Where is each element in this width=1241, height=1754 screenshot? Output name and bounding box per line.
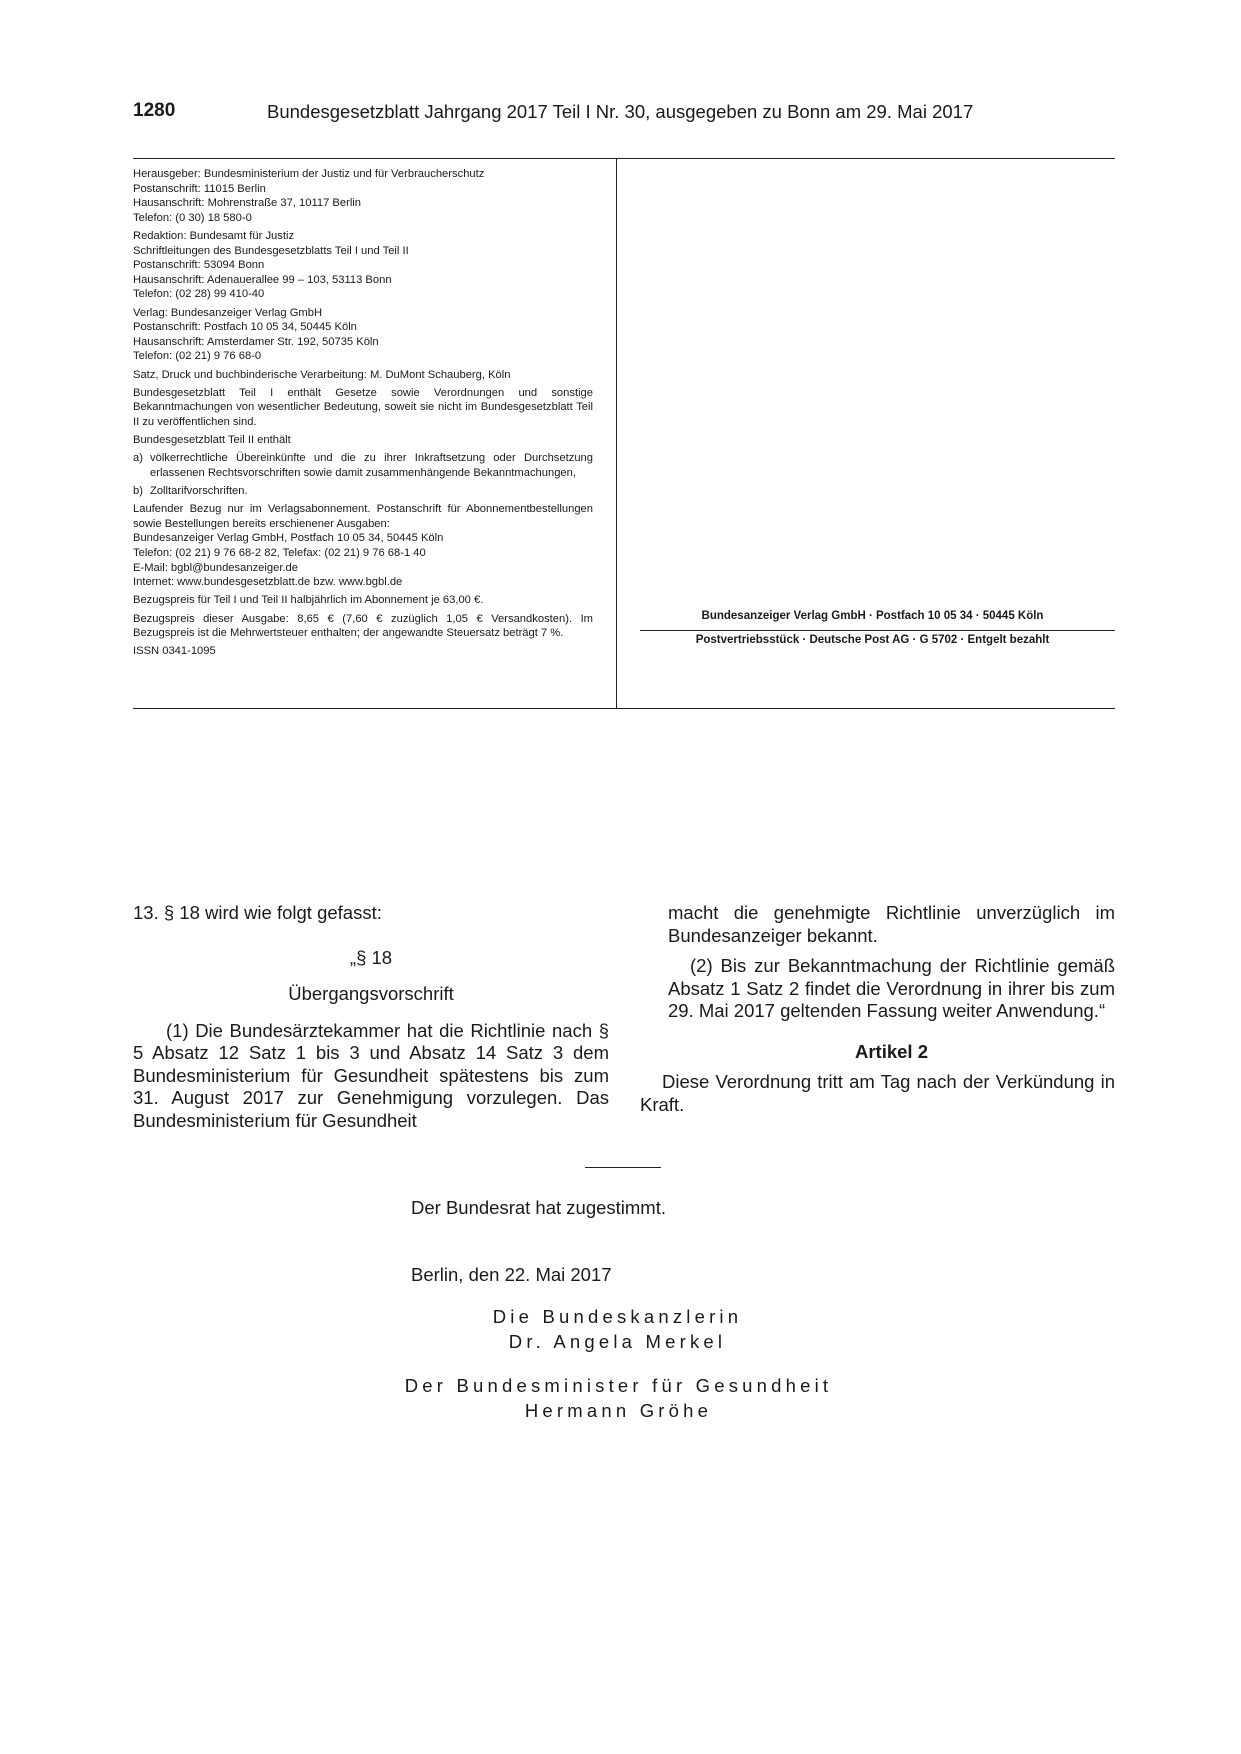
impressum-line: Hausanschrift: Adenauerallee 99 – 103, 53113 Bonn: [133, 273, 392, 286]
impressum-teil1: Bundesgesetzblatt Teil I enthält Gesetze sowie Verordnungen und sonstige Bekanntmachungen von wesentlicher Bedeutung, soweit sie nicht im Bundesgesetzblatt Teil II zu veröffentlichen sind.: [133, 386, 593, 428]
paragraph-2: (2) Bis zur Bekanntmachung der Richtlinie gemäß Absatz 1 Satz 2 findet die Verordnung in ihrer bis zum 29. Mai 2017 geltenden Fassung weiter Anwendung.“: [668, 955, 1115, 1021]
signatory-role: Die Bundeskanzlerin: [492, 1306, 743, 1327]
impressum-line: Telefon: (02 28) 99 410-40: [133, 288, 265, 301]
place-date: Berlin, den 22. Mai 2017: [411, 1264, 612, 1285]
paragraph-number: „§ 18: [349, 946, 393, 968]
page-number: 1280: [133, 100, 176, 121]
paragraph-title: Übergangsvorschrift: [288, 983, 454, 1004]
impressum-line: Laufender Bezug nur im Verlagsabonnement. Postanschrift für Abonnementbestellungen sowie Bestellungen bereits erschienener Ausgaben:: [133, 503, 593, 530]
paragraph-1: (1) Die Bundesärztekammer hat die Richtlinie nach § 5 Absatz 12 Satz 1 bis 3 und Absatz 14 Satz 3 dem Bundesministerium für Gesundheit spätestens bis zum 31. August 2017 zur Genehmigung vorzulegen. Das Bundesministerium für Gesundheit: [133, 1019, 609, 1131]
impressum-line: Herausgeber: Bundesministerium der Justiz und für Verbraucherschutz: [133, 168, 485, 180]
signatory-role: Der Bundesminister für Gesundheit: [404, 1375, 833, 1396]
left-column: [133, 902, 609, 1132]
list-item-text: völkerrechtliche Übereinkünfte und die zu ihrer Inkraftsetzung oder Durchsetzung erlassenen Rechtsvorschriften sowie damit zusammenhängende Bekanntmachungen,: [150, 452, 593, 479]
impressum-line: Redaktion: Bundesamt für Justiz: [133, 229, 295, 242]
impressum-line: Hausanschrift: Mohrenstraße 37, 10117 Berlin: [133, 197, 362, 210]
signatory-name: Dr. Angela Merkel: [508, 1331, 727, 1352]
impressum-line: Postanschrift: 53094 Bonn: [133, 259, 265, 272]
impressum-bottom-rule: [133, 708, 1115, 709]
section-separator: [585, 1167, 661, 1168]
impressum-editorial: [133, 229, 593, 302]
impressum-verlag: [133, 306, 593, 364]
impressum-line: Telefon: (02 21) 9 76 68-2 82, Telefax: (02 21) 9 76 68-1 40: [133, 547, 426, 559]
article-2-heading: Artikel 2: [854, 1040, 928, 1062]
impressum-line: Postanschrift: 11015 Berlin: [133, 182, 266, 195]
impressum-top-rule: [133, 158, 1115, 159]
impressum-print: Satz, Druck und buchbinderische Verarbeitung: M. DuMont Schauberg, Köln: [133, 368, 511, 381]
bundesrat-consent: Der Bundesrat hat zugestimmt.: [411, 1197, 666, 1218]
impressum-column-divider: [616, 158, 617, 708]
impressum-teil2-item: [133, 484, 593, 499]
impressum-line: Verlag: Bundesanzeiger Verlag GmbH: [133, 306, 323, 319]
impressum-line: Bundesanzeiger Verlag GmbH, Postfach 10 05 34, 50445 Köln: [133, 532, 444, 545]
impressum-issn: ISSN 0341-1095: [133, 645, 216, 658]
list-marker: a): [133, 452, 143, 465]
impressum-publisher: [133, 167, 593, 225]
impressum-subscription: [133, 502, 593, 590]
signatory-name: Hermann Gröhe: [524, 1400, 713, 1421]
impressum-line: E-Mail: bgbl@bundesanzeiger.de: [133, 561, 298, 574]
mailing-postage: Postvertriebsstück · Deutsche Post AG · G 5702 · Entgelt bezahlt: [695, 634, 1050, 646]
running-head: Bundesgesetzblatt Jahrgang 2017 Teil I Nr. 30, ausgegeben zu Bonn am 29. Mai 2017: [267, 101, 974, 122]
impressum-block: [133, 167, 593, 663]
impressum-teil2-item: [133, 451, 593, 480]
right-column: [640, 902, 1115, 1116]
list-marker: b): [133, 485, 143, 498]
paragraph-1-continuation: macht die genehmigte Richtlinie unverzüglich im Bundesanzeiger bekannt.: [668, 902, 1115, 946]
impressum-line: Schriftleitungen des Bundesgesetzblatts Teil I und Teil II: [133, 244, 409, 257]
impressum-line: Internet: www.bundesgesetzblatt.de bzw. www.bgbl.de: [133, 576, 403, 589]
impressum-price-subscription: Bezugspreis für Teil I und Teil II halbjährlich im Abonnement je 63,00 €.: [133, 594, 484, 607]
impressum-price-issue: Bezugspreis dieser Ausgabe: 8,65 € (7,60 € zuzüglich 1,05 € Versandkosten). Im Bezugspreis ist die Mehrwertsteuer enthalten; der angewandte Steuersatz beträgt 7 %.: [133, 612, 593, 640]
mailing-sender: Bundesanzeiger Verlag GmbH · Postfach 10 05 34 · 50445 Köln: [701, 610, 1044, 622]
impressum-line: Telefon: (02 21) 9 76 68-0: [133, 350, 262, 363]
mailing-rule: [640, 630, 1115, 631]
impressum-line: Postanschrift: Postfach 10 05 34, 50445 Köln: [133, 321, 357, 334]
impressum-teil2-intro: Bundesgesetzblatt Teil II enthält: [133, 434, 291, 447]
article-2-text: Diese Verordnung tritt am Tag nach der Verkündung in Kraft.: [640, 1071, 1115, 1115]
amendment-item-13: 13. § 18 wird wie folgt gefasst:: [133, 902, 382, 923]
list-item-text: Zolltarifvorschriften.: [150, 485, 248, 498]
impressum-line: Telefon: (0 30) 18 580-0: [133, 211, 252, 224]
impressum-line: Hausanschrift: Amsterdamer Str. 192, 50735 Köln: [133, 335, 379, 348]
